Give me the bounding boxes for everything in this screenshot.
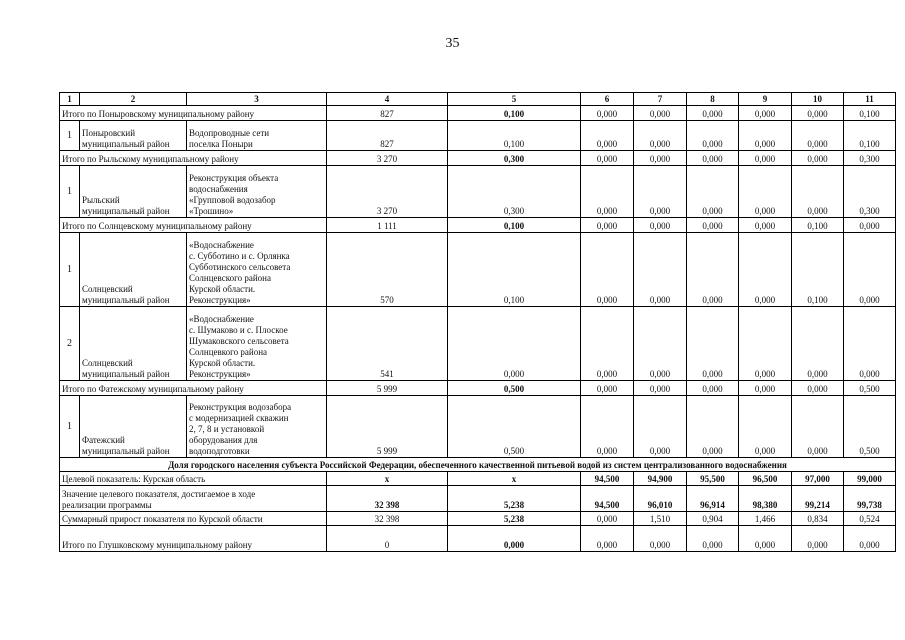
year-value: 94,900 — [634, 472, 687, 486]
column-header: 9 — [739, 93, 792, 106]
cell-line: муниципальный район — [82, 139, 170, 149]
cell-line: Солнцевского района — [189, 273, 271, 283]
year-value: 0,000 — [739, 307, 792, 381]
year-value: 0,000 — [634, 151, 687, 166]
column-header: 10 — [792, 93, 844, 106]
cell-line: Курской области. — [189, 358, 256, 368]
year-value: 0,000 — [581, 381, 634, 396]
cell-line: Реконструкция» — [189, 295, 251, 305]
value-col5: 0,100 — [448, 121, 581, 151]
row-index: 2 — [60, 307, 80, 381]
year-value: 0,000 — [739, 218, 792, 233]
value-col5: 0,500 — [448, 381, 581, 396]
summary-label — [60, 486, 327, 512]
year-value: 0,100 — [844, 106, 896, 121]
cell-line: водоснабжения — [189, 184, 248, 194]
cell-line: «Водоснабжение — [189, 314, 254, 324]
year-value: 96,010 — [634, 486, 687, 512]
project-description — [187, 166, 327, 218]
project-description — [187, 396, 327, 458]
year-value: 0,000 — [581, 526, 634, 552]
target-indicator-row — [60, 472, 896, 486]
cell-line: оборудования для — [189, 435, 258, 445]
year-value: 0,000 — [687, 151, 739, 166]
year-value: 94,500 — [581, 472, 634, 486]
program-table — [59, 92, 896, 552]
year-value: 0,000 — [581, 151, 634, 166]
year-value: 0,000 — [634, 121, 687, 151]
section-title-row — [60, 458, 896, 472]
row-index: 1 — [60, 166, 80, 218]
value-col5: х — [448, 472, 581, 486]
year-value: 0,100 — [844, 121, 896, 151]
year-value: 0,000 — [581, 512, 634, 526]
section-title: Доля городского населения субъекта Российской Федерации, обеспеченного качественной питьевой водой из систем централизованного водоснабжения — [60, 458, 896, 472]
column-header: 8 — [687, 93, 739, 106]
cell-line: Солнцевкого района — [189, 347, 268, 357]
year-value: 0,000 — [739, 106, 792, 121]
year-value: 0,904 — [687, 512, 739, 526]
column-header: 1 — [60, 93, 80, 106]
cell-line: Водопроводные сети — [189, 128, 270, 138]
year-value: 0,000 — [792, 526, 844, 552]
year-value: 0,000 — [739, 121, 792, 151]
year-value: 1,510 — [634, 512, 687, 526]
value-col4: 3 270 — [327, 151, 448, 166]
year-value: 0,000 — [581, 166, 634, 218]
cell-line: муниципальный район — [82, 206, 170, 216]
column-header: 7 — [634, 93, 687, 106]
cell-line: Реконструкция объекта — [189, 173, 279, 183]
year-value: 0,000 — [739, 233, 792, 307]
increment-row — [60, 512, 896, 526]
year-value: 0,000 — [739, 526, 792, 552]
project-row — [60, 233, 896, 307]
year-value: 0,000 — [581, 307, 634, 381]
cell-line: Субботинского сельсовета — [189, 262, 291, 272]
total-label: Итого по Солнцевскому муниципальному району — [60, 218, 327, 233]
row-index: 1 — [60, 396, 80, 458]
district-cell — [80, 121, 187, 151]
year-value: 99,214 — [792, 486, 844, 512]
cell-line: «Групповой водозабор — [189, 195, 276, 205]
year-value: 0,000 — [739, 166, 792, 218]
column-header: 4 — [327, 93, 448, 106]
total-label: Итого по Поныровскому муниципальному району — [60, 106, 327, 121]
district-cell — [80, 396, 187, 458]
cell-line: Рыльский — [82, 195, 120, 205]
cell-line: Реконструкция» — [189, 369, 251, 379]
total-label: Итого по Рыльскому муниципальному району — [60, 151, 327, 166]
cell-line: Курской области. — [189, 284, 256, 294]
value-col5: 0,300 — [448, 151, 581, 166]
project-row — [60, 166, 896, 218]
year-value: 0,000 — [739, 151, 792, 166]
year-value: 0,000 — [792, 106, 844, 121]
year-value: 0,000 — [581, 233, 634, 307]
row-index: 1 — [60, 121, 80, 151]
year-value: 99,738 — [844, 486, 896, 512]
year-value: 0,000 — [634, 233, 687, 307]
district-cell — [80, 166, 187, 218]
cell-line: 2, 7, 8 и установкой — [189, 424, 265, 434]
year-value: 96,500 — [739, 472, 792, 486]
district-total-row — [60, 218, 896, 233]
value-col4: х — [327, 472, 448, 486]
column-header: 11 — [844, 93, 896, 106]
year-value: 0,000 — [634, 218, 687, 233]
cell-line: Реконструкция водозабора — [189, 402, 292, 412]
value-col4: 32 398 — [327, 512, 448, 526]
summary-label: Итого по Глушковскому муниципальному району — [60, 526, 327, 552]
column-header: 2 — [80, 93, 187, 106]
cell-line: «Водоснабжение — [189, 240, 254, 250]
cell-line: с. Субботино и с. Орлянка — [189, 251, 290, 261]
year-value: 0,000 — [687, 381, 739, 396]
value-col4: 570 — [327, 233, 448, 307]
year-value: 0,000 — [581, 121, 634, 151]
year-value: 94,500 — [581, 486, 634, 512]
cell-line: муниципальный район — [82, 295, 170, 305]
value-col4: 0 — [327, 526, 448, 552]
year-value: 97,000 — [792, 472, 844, 486]
year-value: 0,000 — [634, 381, 687, 396]
district-total-row — [60, 526, 896, 552]
year-value: 0,000 — [844, 526, 896, 552]
district-total-row — [60, 106, 896, 121]
value-col5: 5,238 — [448, 486, 581, 512]
year-value: 0,300 — [844, 151, 896, 166]
row-index: 1 — [60, 233, 80, 307]
year-value: 95,500 — [687, 472, 739, 486]
cell-line: поселка Поныри — [189, 139, 253, 149]
page-number: 35 — [445, 36, 460, 51]
value-col4: 32 398 — [327, 486, 448, 512]
year-value: 0,000 — [844, 307, 896, 381]
year-value: 0,000 — [739, 396, 792, 458]
year-value: 0,000 — [792, 396, 844, 458]
year-value: 0,300 — [844, 166, 896, 218]
cell-line: с модернизацией скважин — [189, 413, 289, 423]
year-value: 99,000 — [844, 472, 896, 486]
project-row — [60, 396, 896, 458]
value-col4: 3 270 — [327, 166, 448, 218]
cell-line: с. Шумаково и с. Плоское — [189, 325, 288, 335]
cell-line: Значение целевого показателя, достигаемое в ходе — [62, 489, 256, 499]
value-col5: 0,100 — [448, 233, 581, 307]
year-value: 0,100 — [792, 218, 844, 233]
cell-line: водоподготовки — [189, 446, 250, 456]
year-value: 98,380 — [739, 486, 792, 512]
year-value: 0,000 — [844, 218, 896, 233]
year-value: 0,000 — [792, 166, 844, 218]
cell-line: Фатежский — [82, 435, 125, 445]
value-col5: 0,300 — [448, 166, 581, 218]
value-col4: 827 — [327, 106, 448, 121]
project-row — [60, 307, 896, 381]
district-cell — [80, 307, 187, 381]
district-cell — [80, 233, 187, 307]
cell-line: Солнцевский — [82, 284, 133, 294]
year-value: 0,000 — [687, 396, 739, 458]
year-value: 0,100 — [792, 233, 844, 307]
value-col4: 5 999 — [327, 381, 448, 396]
value-col5: 0,100 — [448, 106, 581, 121]
year-value: 0,524 — [844, 512, 896, 526]
year-value: 0,500 — [844, 396, 896, 458]
year-value: 0,000 — [792, 151, 844, 166]
year-value: 0,000 — [687, 166, 739, 218]
cell-line: муниципальный район — [82, 446, 170, 456]
project-description — [187, 307, 327, 381]
column-header: 6 — [581, 93, 634, 106]
value-col4: 5 999 — [327, 396, 448, 458]
cell-line: муниципальный район — [82, 369, 170, 379]
cell-line: реализации программы — [62, 500, 152, 510]
project-row — [60, 121, 896, 151]
year-value: 96,914 — [687, 486, 739, 512]
year-value: 0,000 — [687, 106, 739, 121]
value-col5: 5,238 — [448, 512, 581, 526]
year-value: 1,466 — [739, 512, 792, 526]
column-header: 3 — [187, 93, 327, 106]
year-value: 0,000 — [687, 307, 739, 381]
project-description — [187, 121, 327, 151]
value-col4: 827 — [327, 121, 448, 151]
project-description — [187, 233, 327, 307]
value-col5: 0,000 — [448, 307, 581, 381]
year-value: 0,000 — [634, 106, 687, 121]
cell-line: Солнцевский — [82, 358, 133, 368]
district-total-row — [60, 151, 896, 166]
year-value: 0,000 — [739, 381, 792, 396]
year-value: 0,000 — [687, 218, 739, 233]
value-col4: 541 — [327, 307, 448, 381]
year-value: 0,000 — [634, 526, 687, 552]
value-col5: 0,500 — [448, 396, 581, 458]
cell-line: «Трошино» — [189, 206, 234, 216]
column-header: 5 — [448, 93, 581, 106]
year-value: 0,000 — [581, 218, 634, 233]
year-value: 0,000 — [792, 381, 844, 396]
district-total-row — [60, 381, 896, 396]
year-value: 0,000 — [792, 121, 844, 151]
total-label: Итого по Фатежскому муниципальному району — [60, 381, 327, 396]
year-value: 0,000 — [581, 396, 634, 458]
year-value: 0,000 — [687, 233, 739, 307]
year-value: 0,000 — [581, 106, 634, 121]
year-value: 0,000 — [634, 307, 687, 381]
year-value: 0,000 — [634, 166, 687, 218]
cell-line: Шумаковского сельсовета — [189, 336, 289, 346]
year-value: 0,000 — [792, 307, 844, 381]
year-value: 0,834 — [792, 512, 844, 526]
cell-line: Поныровский — [82, 128, 136, 138]
value-col5: 0,000 — [448, 526, 581, 552]
year-value: 0,000 — [687, 526, 739, 552]
header-row — [60, 93, 896, 106]
value-col4: 1 111 — [327, 218, 448, 233]
value-col5: 0,100 — [448, 218, 581, 233]
year-value: 0,000 — [634, 396, 687, 458]
summary-label: Целевой показатель: Курская область — [60, 472, 327, 486]
summary-label: Суммарный прирост показателя по Курской области — [60, 512, 327, 526]
year-value: 0,000 — [844, 233, 896, 307]
achieved-value-row — [60, 486, 896, 512]
year-value: 0,000 — [687, 121, 739, 151]
year-value: 0,500 — [844, 381, 896, 396]
